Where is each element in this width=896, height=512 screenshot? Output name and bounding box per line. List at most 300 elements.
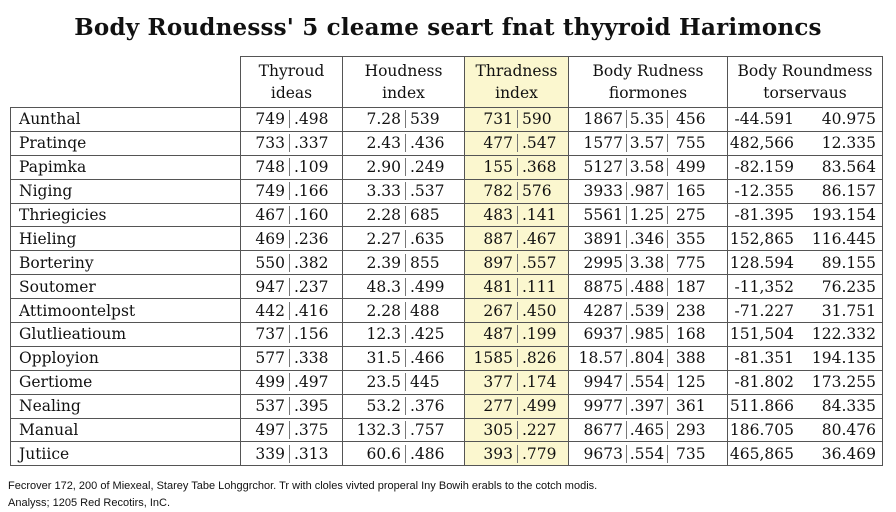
cell-c2	[343, 108, 465, 132]
cell-value-b: 173.255	[811, 373, 876, 392]
cell-value-a: 749	[241, 110, 290, 128]
cell-value-a: 465,865	[729, 444, 794, 463]
cell-value-a: 8875	[569, 278, 627, 296]
cell-c5	[728, 323, 883, 347]
cell-triple	[569, 251, 727, 274]
cell-c4	[569, 299, 728, 323]
cell-value-b: 194.135	[811, 349, 876, 368]
cell-c4	[569, 418, 728, 442]
cell-pair	[728, 132, 882, 155]
cell-c5	[728, 155, 883, 179]
row-label: Hieling	[11, 227, 241, 251]
footnote	[8, 478, 888, 512]
cell-pair	[343, 204, 464, 227]
cell-c4	[569, 275, 728, 299]
cell-value-b: 86.157	[821, 182, 876, 201]
cell-triple	[569, 156, 727, 179]
cell-value-a: 2.39	[343, 254, 406, 272]
header-blank	[11, 57, 241, 108]
cell-value-b: 31.751	[821, 301, 876, 320]
cell-value-a: 377	[465, 373, 518, 391]
cell-value-a: 5127	[569, 158, 627, 176]
row-label: Manual	[11, 418, 241, 442]
cell-value-b: .465	[627, 421, 668, 439]
cell-pair	[728, 419, 882, 442]
header-houdness-index: Houdness index	[343, 57, 465, 108]
cell-value-c: 456	[676, 110, 706, 129]
cell-value-b: 3.57	[627, 134, 668, 152]
row-label: Attimoontelpst	[11, 299, 241, 323]
cell-value-b: .111	[522, 277, 557, 296]
cell-value-a: 737	[241, 325, 290, 343]
cell-pair	[241, 395, 342, 418]
cell-c4	[569, 323, 728, 347]
cell-pair	[465, 251, 568, 274]
cell-value-b: .497	[294, 373, 329, 392]
cell-pair	[343, 132, 464, 155]
cell-pair	[728, 395, 882, 418]
cell-value-a: 537	[241, 397, 290, 415]
cell-c3	[465, 370, 569, 394]
cell-value-b: 40.975	[821, 110, 876, 129]
cell-pair	[241, 347, 342, 370]
row-label: Aunthal	[11, 108, 241, 132]
header-thradness-index: Thradness index	[465, 57, 569, 108]
cell-c5	[728, 203, 883, 227]
cell-value-a: 18.57	[569, 349, 627, 367]
cell-pair	[241, 227, 342, 250]
cell-value-b: .554	[627, 445, 668, 463]
cell-triple	[569, 371, 727, 394]
cell-value-a: 3891	[569, 230, 627, 248]
cell-value-a: 550	[241, 254, 290, 272]
cell-value-a: 782	[465, 182, 518, 200]
cell-c4	[569, 155, 728, 179]
cell-value-a: 887	[465, 230, 518, 248]
cell-value-a: -82.159	[734, 158, 794, 177]
cell-value-b: 539	[410, 110, 440, 129]
cell-value-b: .425	[410, 325, 445, 344]
cell-value-a: 482,566	[729, 134, 794, 153]
cell-pair	[465, 275, 568, 298]
cell-c2	[343, 370, 465, 394]
row-label: Soutomer	[11, 275, 241, 299]
cell-c5	[728, 108, 883, 132]
cell-value-a: 9673	[569, 445, 627, 463]
cell-value-a: 2.27	[343, 230, 406, 248]
cell-value-b: .156	[294, 325, 329, 344]
cell-pair	[343, 108, 464, 131]
row-label: Gertiome	[11, 370, 241, 394]
cell-pair	[728, 299, 882, 322]
cell-value-c: 168	[676, 325, 706, 344]
cell-pair	[465, 442, 568, 465]
cell-c1	[241, 370, 343, 394]
table-row	[11, 131, 883, 155]
cell-value-a: 9947	[569, 373, 627, 391]
cell-triple	[569, 442, 727, 465]
cell-pair	[465, 299, 568, 322]
cell-value-a: 2.28	[343, 206, 406, 224]
cell-value-a: 12.3	[343, 325, 406, 343]
cell-pair	[465, 108, 568, 131]
cell-value-a: 2.28	[343, 302, 406, 320]
cell-c2	[343, 179, 465, 203]
cell-value-b: .779	[522, 444, 557, 463]
cell-triple	[569, 275, 727, 298]
cell-triple	[569, 227, 727, 250]
cell-value-c: 735	[676, 444, 706, 463]
cell-value-a: 483	[465, 206, 518, 224]
cell-value-b: .375	[294, 421, 329, 440]
data-table	[10, 56, 883, 466]
cell-pair	[241, 275, 342, 298]
cell-value-b: .635	[410, 229, 445, 248]
cell-value-a: 53.2	[343, 397, 406, 415]
cell-value-a: 733	[241, 134, 290, 152]
cell-c5	[728, 418, 883, 442]
cell-pair	[241, 419, 342, 442]
cell-value-b: 76.235	[821, 277, 876, 296]
cell-c1	[241, 251, 343, 275]
cell-value-b: .985	[627, 325, 668, 343]
cell-value-a: 60.6	[343, 445, 406, 463]
cell-c4	[569, 108, 728, 132]
cell-value-a: -81.802	[734, 373, 794, 392]
cell-c2	[343, 203, 465, 227]
cell-value-a: 467	[241, 206, 290, 224]
cell-value-c: 187	[676, 277, 706, 296]
cell-value-c: 125	[676, 373, 706, 392]
cell-value-a: 1585	[465, 349, 518, 367]
cell-c1	[241, 131, 343, 155]
cell-c1	[241, 275, 343, 299]
cell-c4	[569, 203, 728, 227]
cell-c5	[728, 275, 883, 299]
cell-value-a: 305	[465, 421, 518, 439]
cell-pair	[465, 227, 568, 250]
cell-value-b: .249	[410, 158, 445, 177]
cell-pair	[343, 347, 464, 370]
cell-c4	[569, 370, 728, 394]
cell-value-a: 2.43	[343, 134, 406, 152]
cell-value-a: 469	[241, 230, 290, 248]
row-label: Thriegicies	[11, 203, 241, 227]
cell-value-b: .376	[410, 397, 445, 416]
table-row	[11, 418, 883, 442]
cell-value-b: 445	[410, 373, 440, 392]
cell-pair	[241, 108, 342, 131]
row-label: Borteriny	[11, 251, 241, 275]
cell-pair	[241, 204, 342, 227]
cell-c2	[343, 346, 465, 370]
cell-value-a: 749	[241, 182, 290, 200]
cell-value-b: 488	[410, 301, 440, 320]
cell-pair	[728, 442, 882, 465]
cell-value-b: 83.564	[821, 158, 876, 177]
cell-value-a: 151,504	[729, 325, 794, 344]
table-row	[11, 275, 883, 299]
cell-pair	[241, 156, 342, 179]
cell-pair	[465, 323, 568, 346]
cell-value-a: 731	[465, 110, 518, 128]
cell-c5	[728, 442, 883, 466]
cell-value-a: -44.591	[734, 110, 794, 129]
cell-pair	[728, 323, 882, 346]
cell-value-b: .488	[627, 278, 668, 296]
cell-c3	[465, 275, 569, 299]
cell-triple	[569, 204, 727, 227]
cell-value-c: 355	[676, 229, 706, 248]
cell-value-a: 4287	[569, 302, 627, 320]
cell-c5	[728, 227, 883, 251]
cell-pair	[728, 156, 882, 179]
cell-value-c: 775	[676, 253, 706, 272]
cell-value-c: 293	[676, 421, 706, 440]
cell-value-b: .499	[522, 397, 557, 416]
cell-value-b: 12.335	[821, 134, 876, 153]
cell-value-a: 511.866	[729, 397, 794, 416]
cell-pair	[728, 371, 882, 394]
cell-pair	[343, 275, 464, 298]
cell-pair	[465, 419, 568, 442]
cell-value-a: 128.594	[729, 253, 794, 272]
cell-c1	[241, 203, 343, 227]
cell-value-a: 7.28	[343, 110, 406, 128]
cell-value-b: .987	[627, 182, 668, 200]
cell-value-a: 152,865	[729, 229, 794, 248]
cell-pair	[465, 395, 568, 418]
table-row	[11, 179, 883, 203]
cell-value-b: .499	[410, 277, 445, 296]
cell-c2	[343, 394, 465, 418]
cell-c3	[465, 299, 569, 323]
cell-value-b: 576	[522, 182, 552, 201]
cell-triple	[569, 395, 727, 418]
cell-c1	[241, 299, 343, 323]
cell-c3	[465, 108, 569, 132]
cell-pair	[728, 180, 882, 203]
table-row	[11, 346, 883, 370]
cell-c4	[569, 346, 728, 370]
cell-value-a: 499	[241, 373, 290, 391]
cell-c2	[343, 251, 465, 275]
cell-c4	[569, 179, 728, 203]
cell-value-a: -81.351	[734, 349, 794, 368]
cell-pair	[241, 299, 342, 322]
table-row	[11, 227, 883, 251]
cell-value-b: .397	[627, 397, 668, 415]
table-row	[11, 370, 883, 394]
row-label: Niging	[11, 179, 241, 203]
cell-value-b: 590	[522, 110, 552, 129]
cell-value-b: .160	[294, 206, 329, 224]
cell-c5	[728, 179, 883, 203]
cell-pair	[465, 156, 568, 179]
cell-pair	[728, 251, 882, 274]
cell-value-b: .199	[522, 325, 557, 344]
cell-value-a: 497	[241, 421, 290, 439]
cell-value-a: -71.227	[734, 301, 794, 320]
cell-value-a: 23.5	[343, 373, 406, 391]
cell-c2	[343, 418, 465, 442]
cell-pair	[343, 156, 464, 179]
cell-value-a: -11,352	[734, 277, 794, 296]
cell-value-a: 1577	[569, 134, 627, 152]
row-label: Pratinqe	[11, 131, 241, 155]
cell-c5	[728, 299, 883, 323]
cell-pair	[465, 180, 568, 203]
cell-value-b: .450	[522, 301, 557, 320]
cell-triple	[569, 419, 727, 442]
cell-pair	[343, 227, 464, 250]
cell-value-b: .166	[294, 182, 329, 201]
header-row	[11, 57, 883, 108]
cell-pair	[343, 323, 464, 346]
cell-c3	[465, 203, 569, 227]
cell-pair	[241, 132, 342, 155]
cell-value-a: 393	[465, 445, 518, 463]
table-row	[11, 251, 883, 275]
cell-value-c: 275	[676, 206, 706, 224]
cell-value-b: .467	[522, 229, 557, 248]
cell-value-b: 84.335	[821, 397, 876, 416]
cell-value-b: .395	[294, 397, 329, 416]
cell-value-b: .826	[522, 349, 557, 368]
cell-c4	[569, 251, 728, 275]
cell-value-b: .227	[522, 421, 557, 440]
cell-value-a: 2995	[569, 254, 627, 272]
cell-value-c: 755	[676, 134, 706, 153]
cell-c5	[728, 131, 883, 155]
table-row	[11, 203, 883, 227]
cell-pair	[241, 251, 342, 274]
cell-value-b: .368	[522, 158, 557, 177]
cell-value-a: 132.3	[343, 421, 406, 439]
cell-c4	[569, 131, 728, 155]
cell-value-b: .174	[522, 373, 557, 392]
cell-c3	[465, 442, 569, 466]
cell-pair	[465, 132, 568, 155]
table-row	[11, 108, 883, 132]
cell-value-a: 487	[465, 325, 518, 343]
cell-value-a: 48.3	[343, 278, 406, 296]
cell-value-b: 36.469	[821, 444, 876, 463]
cell-value-b: 116.445	[811, 229, 876, 248]
cell-c2	[343, 227, 465, 251]
cell-value-b: 3.58	[627, 158, 668, 176]
header-thyroud-ideas: Thyroud ideas	[241, 57, 343, 108]
cell-c1	[241, 323, 343, 347]
cell-pair	[728, 227, 882, 250]
cell-value-a: 5561	[569, 206, 627, 224]
cell-pair	[728, 204, 882, 227]
cell-c3	[465, 346, 569, 370]
cell-value-a: 277	[465, 397, 518, 415]
cell-value-a: 3933	[569, 182, 627, 200]
cell-c5	[728, 346, 883, 370]
cell-value-a: 577	[241, 349, 290, 367]
cell-c1	[241, 227, 343, 251]
cell-value-b: .338	[294, 349, 329, 368]
cell-c1	[241, 179, 343, 203]
cell-value-a: 3.33	[343, 182, 406, 200]
cell-c4	[569, 442, 728, 466]
cell-c1	[241, 418, 343, 442]
cell-value-b: .109	[294, 158, 329, 177]
footnote-line-1: Fecrover 172, 200 of Miexeal, Starey Tabe Lohggrchor. Tr with cloles vivted properal Iny Bowih erabls to the cotch modis.	[8, 480, 598, 492]
cell-value-b: 685	[410, 206, 440, 224]
table-row	[11, 155, 883, 179]
cell-triple	[569, 108, 727, 131]
cell-value-b: .804	[627, 349, 668, 367]
cell-value-b: .436	[410, 134, 445, 153]
cell-value-a: 31.5	[343, 349, 406, 367]
row-label: Opployion	[11, 346, 241, 370]
cell-value-a: 947	[241, 278, 290, 296]
cell-c3	[465, 179, 569, 203]
cell-value-b: .757	[410, 421, 445, 440]
cell-value-a: 9977	[569, 397, 627, 415]
cell-value-b: 3.38	[627, 254, 668, 272]
cell-pair	[241, 371, 342, 394]
cell-c3	[465, 131, 569, 155]
cell-pair	[343, 442, 464, 465]
cell-value-a: 442	[241, 302, 290, 320]
cell-value-a: 2.90	[343, 158, 406, 176]
footnote-line-2: Analyss; 1205 Red Recotirs, InC.	[8, 497, 171, 509]
cell-pair	[728, 275, 882, 298]
row-label: Nealing	[11, 394, 241, 418]
row-label: Glutlieatioum	[11, 323, 241, 347]
cell-value-c: 388	[676, 349, 706, 368]
cell-value-b: .486	[410, 444, 445, 463]
cell-triple	[569, 299, 727, 322]
row-label: Jutiice	[11, 442, 241, 466]
cell-c1	[241, 108, 343, 132]
cell-c2	[343, 131, 465, 155]
table-row	[11, 299, 883, 323]
cell-value-b: 80.476	[821, 421, 876, 440]
cell-value-c: 165	[676, 182, 706, 201]
cell-value-b: .141	[522, 206, 557, 224]
cell-pair	[465, 347, 568, 370]
cell-c5	[728, 394, 883, 418]
cell-value-c: 361	[676, 397, 706, 416]
cell-value-a: 748	[241, 158, 290, 176]
cell-pair	[343, 180, 464, 203]
cell-value-a: 267	[465, 302, 518, 320]
cell-value-b: .346	[627, 230, 668, 248]
cell-triple	[569, 132, 727, 155]
cell-pair	[728, 347, 882, 370]
cell-c4	[569, 227, 728, 251]
cell-value-b: 1.25	[627, 206, 668, 224]
cell-c3	[465, 155, 569, 179]
cell-value-a: -81.395	[734, 206, 794, 224]
cell-c1	[241, 346, 343, 370]
cell-c4	[569, 394, 728, 418]
cell-value-b: .498	[294, 110, 329, 129]
cell-pair	[343, 419, 464, 442]
cell-c3	[465, 418, 569, 442]
cell-c1	[241, 155, 343, 179]
cell-value-a: 339	[241, 445, 290, 463]
cell-pair	[343, 251, 464, 274]
cell-value-b: .416	[294, 301, 329, 320]
cell-c3	[465, 323, 569, 347]
cell-value-b: .236	[294, 229, 329, 248]
